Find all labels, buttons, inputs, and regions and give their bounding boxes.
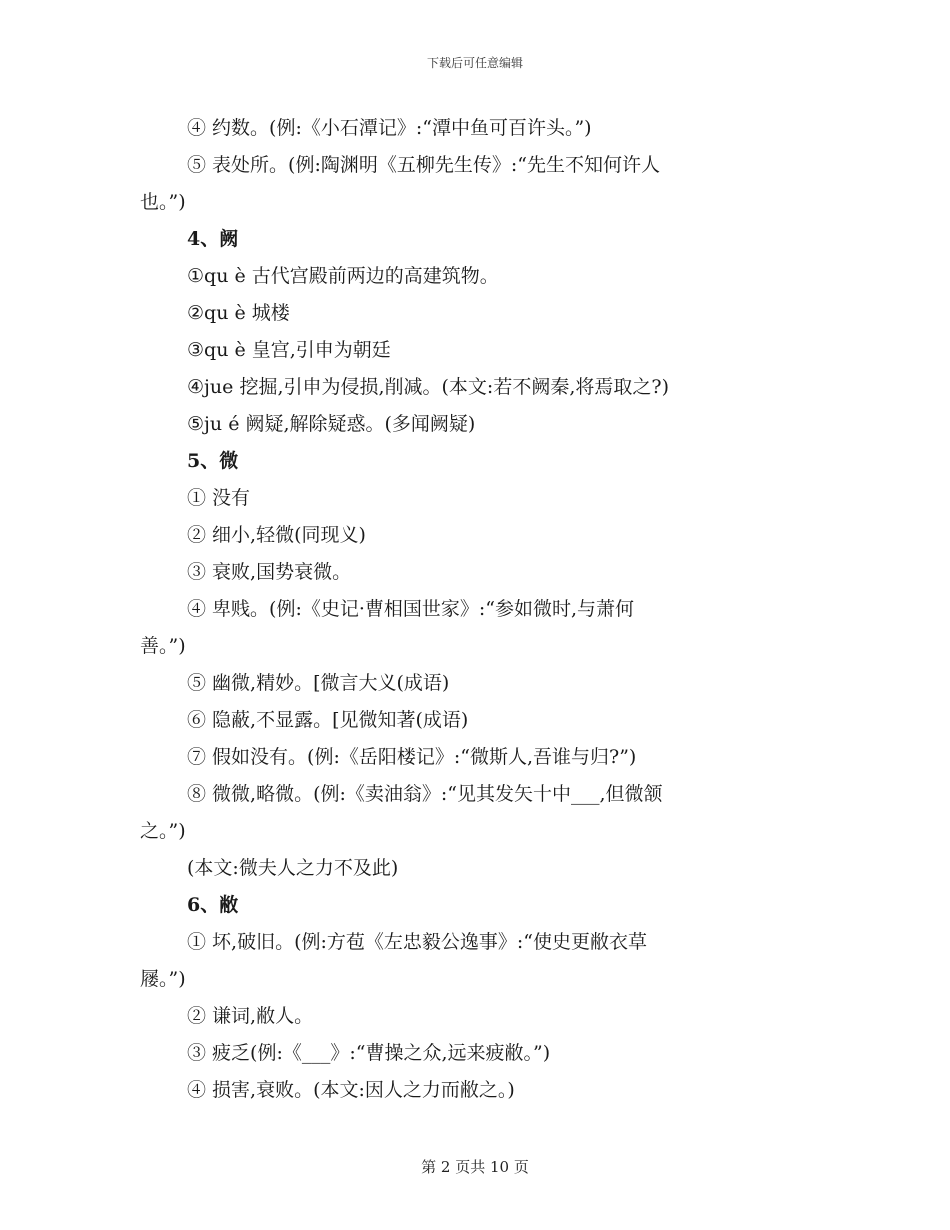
section-heading: 5、微 — [187, 450, 239, 472]
section-heading: 4、阙 — [187, 228, 239, 250]
text-line: ① 坏,破旧。(例:方苞《左忠毅公逸事》:“使史更敝衣草 — [187, 931, 648, 953]
text-line: ①qu è 古代宫殿前两边的高建筑物。 — [187, 265, 499, 287]
text-line: 善。”) — [140, 635, 186, 657]
document-body — [140, 110, 800, 1109]
text-line: 也。”) — [140, 191, 186, 213]
text-line: ② 细小,轻微(同现义) — [187, 524, 366, 546]
text-line: ① 没有 — [187, 487, 251, 509]
page-footer: 第 2 页共 10 页 — [421, 1158, 529, 1176]
text-line: ④ 约数。(例:《小石潭记》:“潭中鱼可百许头。”) — [187, 117, 592, 139]
text-line: ③ 衰败,国势衰微。 — [187, 561, 352, 583]
text-line: ⑤ 幽微,精妙。[微言大义(成语) — [187, 672, 450, 694]
text-line: ④ 损害,衰败。(本文:因人之力而敝之。) — [187, 1079, 515, 1101]
text-line: ⑤ 表处所。(例:陶渊明《五柳先生传》:“先生不知何许人 — [187, 154, 660, 176]
text-line: ⑧ 微微,略微。(例:《卖油翁》:“见其发矢十中___,但微颔 — [187, 783, 663, 805]
text-line: ④ 卑贱。(例:《史记·曹相国世家》:“参如微时,与萧何 — [187, 598, 635, 620]
text-line: ③ 疲乏(例:《___》:“曹操之众,远来疲敝。”) — [187, 1042, 551, 1064]
text-line: ② 谦词,敝人。 — [187, 1005, 314, 1027]
text-line: ⑦ 假如没有。(例:《岳阳楼记》:“微斯人,吾谁与归?”) — [187, 746, 637, 768]
section-heading: 6、敝 — [187, 894, 239, 916]
page-header: 下载后可任意编辑 — [426, 56, 523, 70]
text-line: ⑤ju é 阙疑,解除疑惑。(多闻阙疑) — [187, 413, 476, 435]
text-line: ⑥ 隐蔽,不显露。[见微知著(成语) — [187, 709, 469, 731]
text-line: 之。”) — [140, 820, 186, 842]
text-line: 屦。”) — [140, 968, 186, 990]
text-line: ②qu è 城楼 — [187, 302, 290, 324]
text-line: ④jue 挖掘,引申为侵损,削减。(本文:若不阙秦,将焉取之?) — [187, 376, 669, 398]
text-line: ③qu è 皇宫,引申为朝廷 — [187, 339, 391, 361]
text-line: (本文:微夫人之力不及此) — [187, 857, 399, 879]
